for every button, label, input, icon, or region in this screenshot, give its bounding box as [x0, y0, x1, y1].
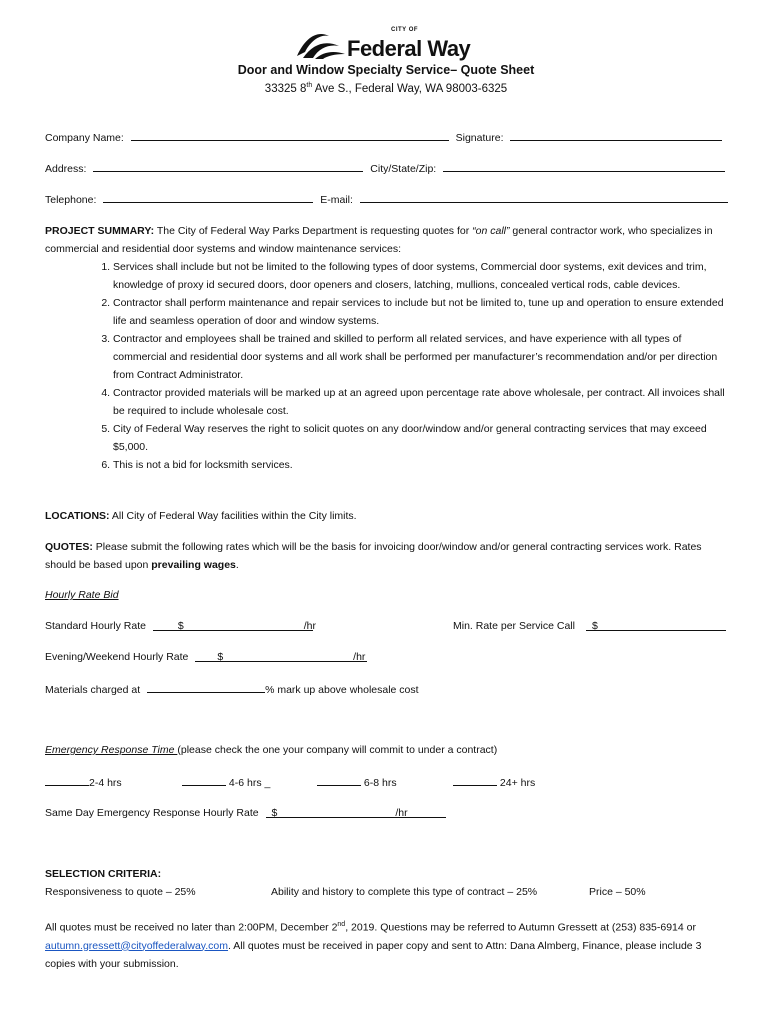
quotes: QUOTES: Please submit the following rates which will be the basis for invoicing door/window and/or general contracting services work. Rates should be based upon prevailing wages.	[45, 541, 702, 571]
contact-email-link[interactable]: autumn.gressett@cityoffederalway.com	[45, 939, 229, 952]
company-name-field[interactable]	[131, 130, 449, 141]
criteria-item: Price – 50%	[589, 886, 646, 898]
emergency-heading: Emergency Response Time (please check the one your company will commit to under a contract)	[45, 744, 498, 756]
address-row	[45, 161, 727, 175]
list-item: 4. Contractor provided materials will be marked up at an agreed upon percentage rate above wholesale, per contract. All invoices shall be required to include wholesale cost.	[113, 384, 727, 420]
list-item: 1. Services shall include but not be limited to the following types of door systems, Commercial door systems, exit devices and trim, knowledge of proxy id secured doors, door openers and closers, latching, mullions, concealed vertical rods, cable devices.	[113, 258, 727, 294]
same-day-label: Same Day Emergency Response Hourly Rate	[45, 807, 259, 819]
min-rate-label: Min. Rate per Service Call	[453, 620, 575, 632]
same-day-row	[45, 807, 727, 819]
standard-rate-field[interactable]: $ /hr	[153, 620, 313, 631]
criteria-item: Responsiveness to quote – 25%	[45, 886, 196, 898]
city-logo	[295, 24, 525, 64]
evening-rate-row	[45, 651, 727, 663]
evening-rate-label: Evening/Weekend Hourly Rate	[45, 651, 189, 663]
page-title: Door and Window Specialty Service– Quote Sheet	[237, 63, 535, 77]
submission-note: All quotes must be received no later than 2:00PM, December 2nd, 2019. Questions may be referred to Autumn Gressett at (253) 835-6914 or autumn.gressett@cityoffederalway.com. All quotes must be received in paper copy and sent to Attn: Dana Almberg, Finance, please include 3 copies with your submission.	[45, 921, 702, 970]
signature-label: Signature:	[455, 132, 504, 144]
wave-icon	[295, 26, 347, 60]
standard-rate-label: Standard Hourly Rate	[45, 620, 146, 632]
materials-label: Materials charged at	[45, 684, 141, 696]
email-label: E-mail:	[320, 194, 353, 206]
company-name-label: Company Name:	[45, 132, 124, 144]
criteria-heading: SELECTION CRITERIA:	[45, 868, 162, 880]
materials-suffix: % mark up above wholesale cost	[265, 684, 419, 696]
criteria-item: Ability and history to complete this type of contract – 25%	[271, 886, 538, 898]
same-day-field[interactable]: $ /hr	[266, 807, 446, 818]
option-24[interactable]: 24+ hrs	[453, 775, 535, 789]
city-state-zip-field[interactable]	[443, 161, 725, 172]
email-field[interactable]	[360, 192, 728, 203]
company-signature-row	[45, 130, 727, 144]
list-item: 3. Contractor and employees shall be trained and skilled to perform all related services, and have experience with all types of commercial and residential door systems and all work shall be performed per manufacturer’s recommendation and/or per direction from Contract Administrator.	[113, 330, 727, 384]
materials-field[interactable]	[147, 682, 265, 693]
city-state-zip-label: City/State/Zip:	[370, 163, 437, 175]
list-item: 2. Contractor shall perform maintenance and repair services to include but not be limited to, tune up and operation to ensure extended life and seamless operation of door and window systems.	[113, 294, 727, 330]
requirements-list	[45, 258, 727, 474]
logo-name: Federal Way	[347, 36, 471, 61]
telephone-email-row	[45, 192, 727, 206]
list-item: 6. This is not a bid for locksmith services.	[113, 456, 727, 474]
hourly-rate-bid-heading: Hourly Rate Bid	[45, 589, 119, 601]
address-label: Address:	[45, 163, 87, 175]
telephone-label: Telephone:	[45, 194, 97, 206]
evening-rate-field[interactable]: $ /hr	[195, 651, 367, 662]
project-summary: PROJECT SUMMARY: The City of Federal Way Parks Department is requesting quotes for “on call” general contractor work, who specializes in commercial and residential door systems and window maintenance services:	[45, 225, 713, 255]
telephone-field[interactable]	[103, 192, 313, 203]
materials-row	[45, 682, 727, 696]
list-item: 5. City of Federal Way reserves the right to solicit quotes on any door/window and/or general contracting services that may exceed $5,000.	[113, 420, 727, 456]
logo-city-of: CITY OF	[391, 27, 419, 33]
min-rate-field[interactable]: $	[586, 620, 726, 631]
address-field[interactable]	[93, 161, 363, 172]
option-2-4[interactable]: 2-4 hrs	[45, 775, 122, 789]
option-4-6[interactable]: 4-6 hrs _	[182, 775, 270, 789]
option-6-8[interactable]: 6-8 hrs	[317, 775, 397, 789]
standard-rate-row	[45, 620, 727, 632]
signature-field[interactable]	[510, 130, 722, 141]
city-address: 33325 8th Ave S., Federal Way, WA 98003-6325	[264, 82, 508, 95]
locations: LOCATIONS: All City of Federal Way facilities within the City limits.	[45, 510, 357, 522]
